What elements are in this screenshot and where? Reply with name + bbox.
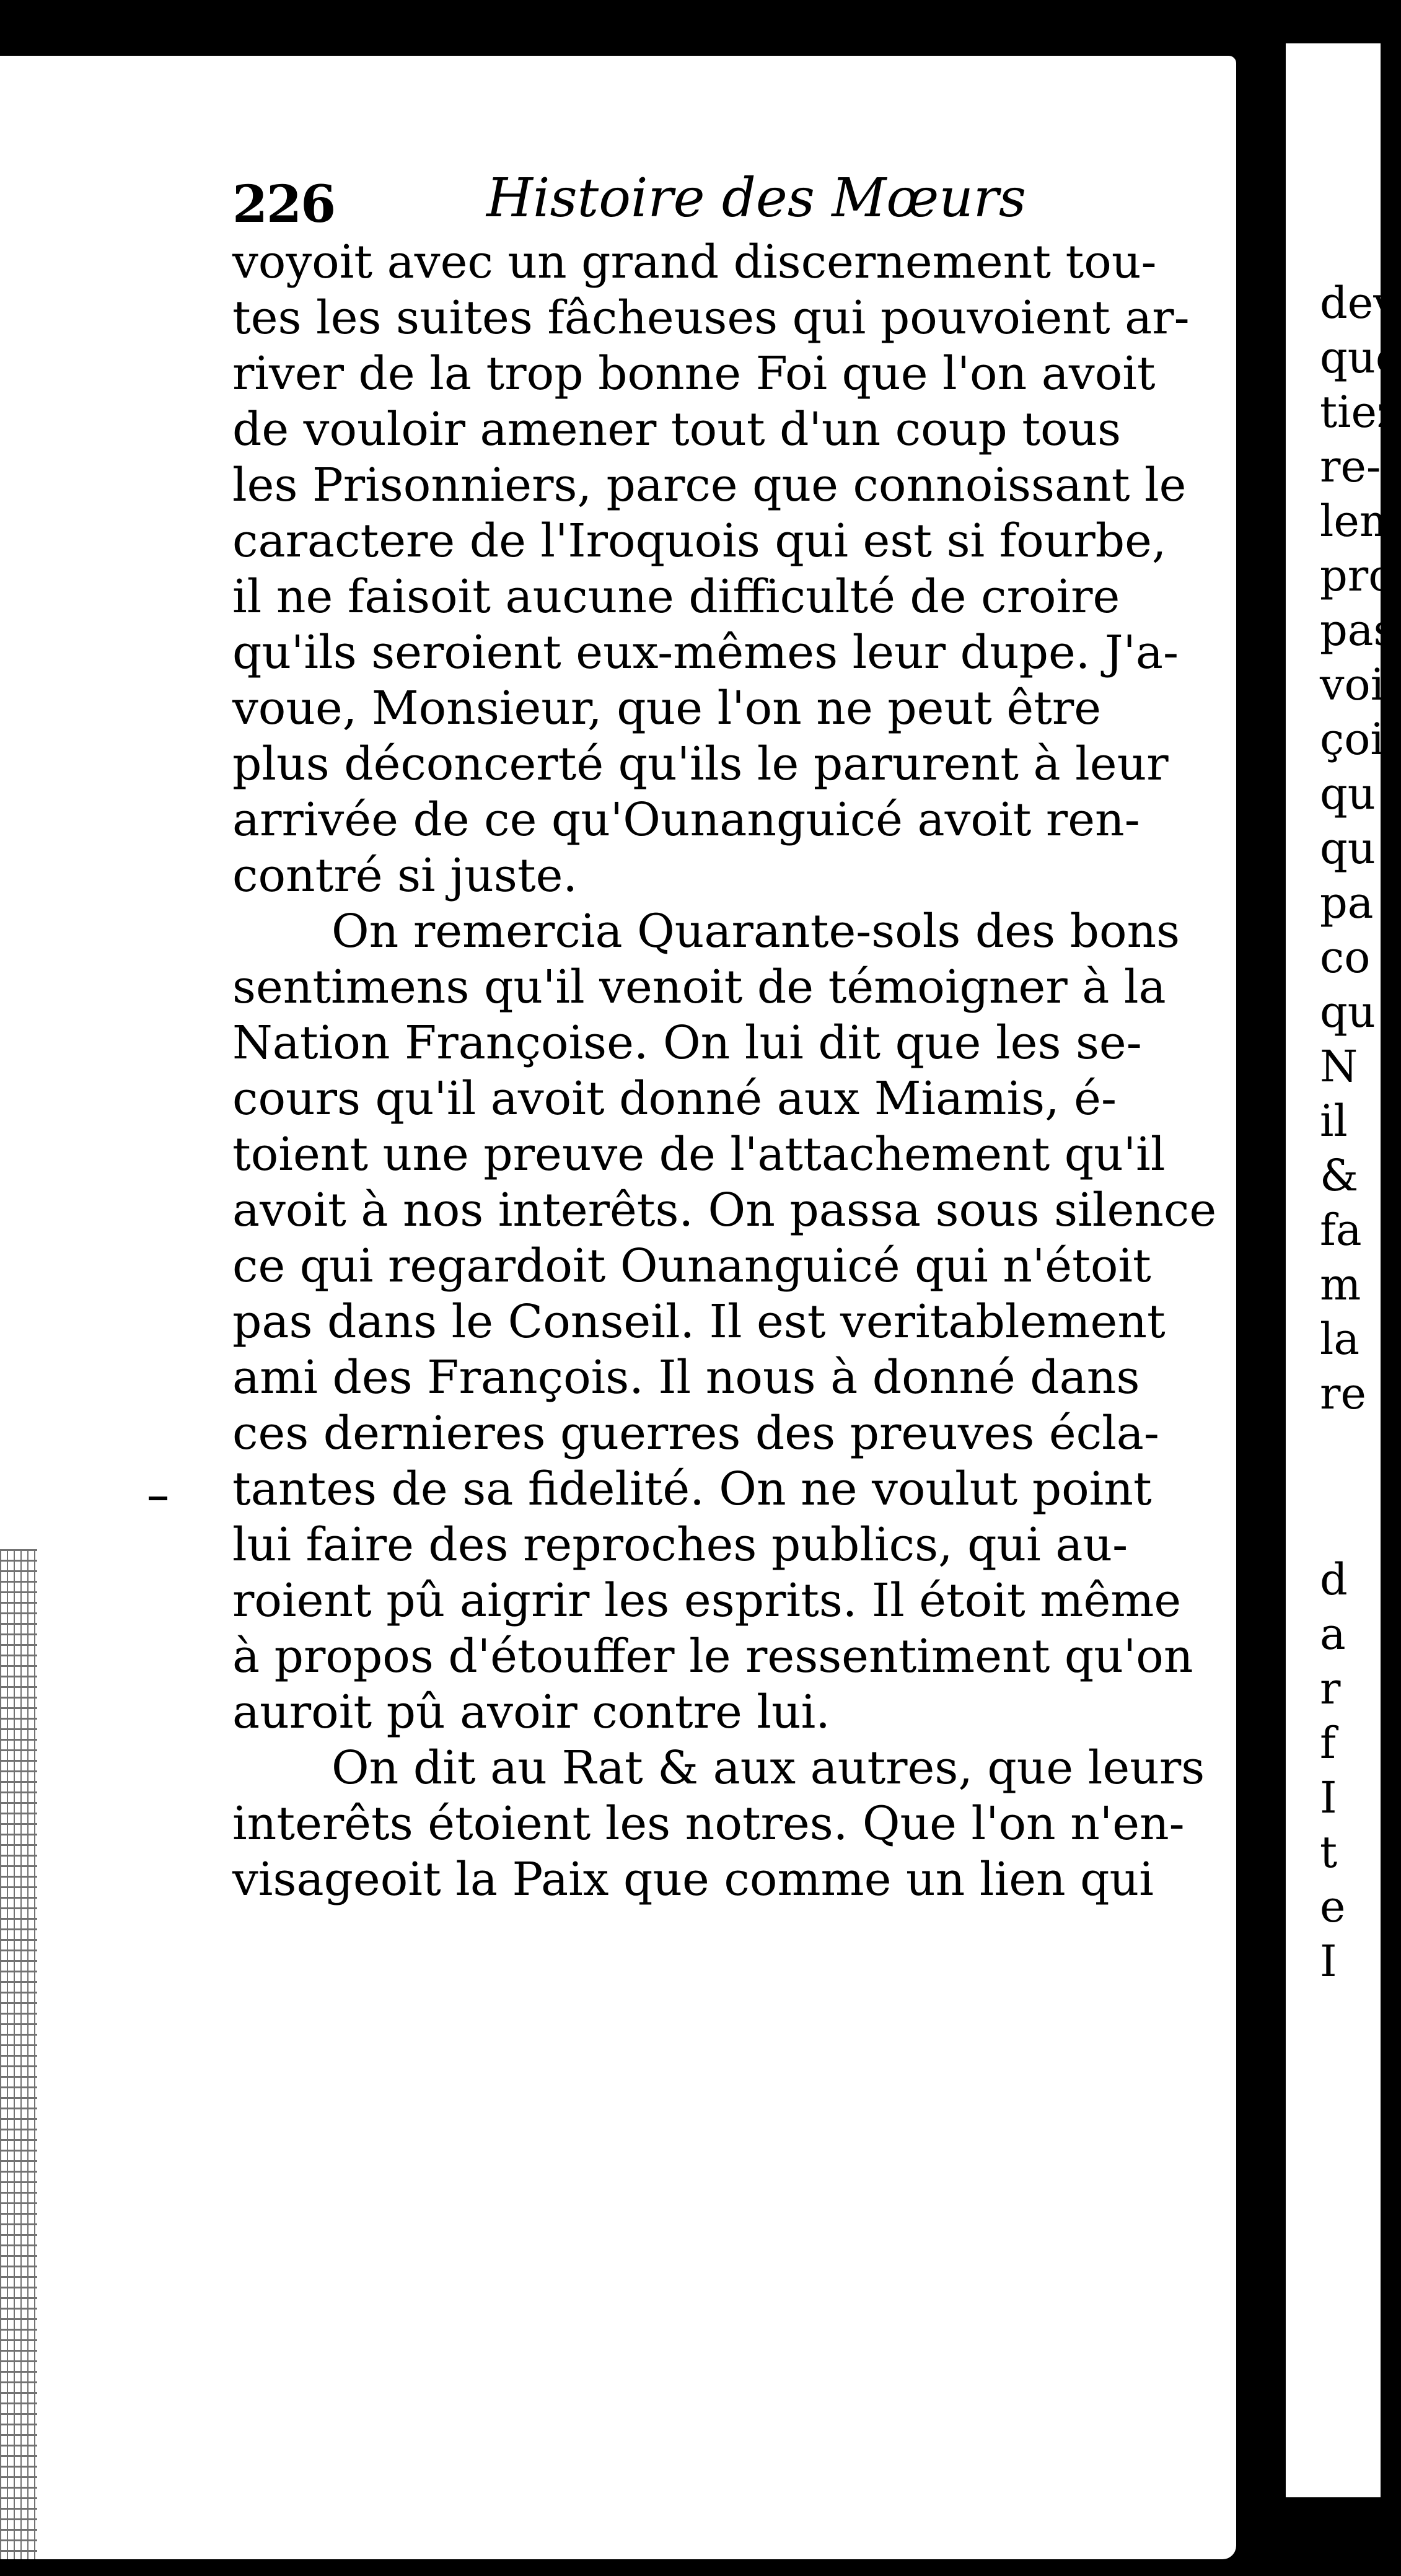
text-line: il ne faisoit aucune difficulté de croire [232,570,1120,623]
fragment: çoi [1320,714,1384,765]
text-line: contré si juste. [232,849,578,902]
text-line: à propos d'étouffer le ressentiment qu'on [232,1630,1193,1683]
fragment: fa [1320,1205,1362,1255]
text-line: ami des François. Il nous à donné dans [232,1351,1140,1404]
fragment: la [1320,1314,1360,1365]
text-line: river de la trop bonne Foi que l'on avoit [232,347,1156,400]
fragment: re [1320,1368,1366,1419]
fragment: a [1320,1609,1346,1659]
fragment: dev [1320,278,1398,328]
text-line: pas dans le Conseil. Il est veritablement [232,1295,1166,1348]
fragment: I [1320,1772,1337,1823]
text-line: avoit à nos interêts. On passa sous silence [232,1184,1217,1237]
fragment: I [1320,1936,1337,1987]
fragment: tiez [1320,387,1400,437]
fragment: & [1320,1150,1359,1201]
fragment: lem [1320,496,1401,547]
fragment: qu [1320,823,1376,874]
fragment: pa [1320,877,1374,928]
facing-page-upper-fragments [1320,276,1401,1421]
fragment: t [1320,1827,1338,1878]
fragment: m [1320,1259,1361,1310]
fragment: re- [1320,441,1381,492]
fragment: co [1320,932,1371,983]
text-line: lui faire des reproches publics, qui au- [232,1518,1128,1572]
text-line: voue, Monsieur, que l'on ne peut être [232,682,1102,735]
facing-page-edge [1286,43,1401,2497]
fragment: pro [1320,550,1395,601]
text-line: arrivée de ce qu'Ounanguicé avoit ren- [232,793,1140,846]
text-line: sentimens qu'il venoit de témoigner à la [232,961,1166,1014]
text-line: tantes de sa fidelité. On ne voulut point [232,1462,1152,1516]
running-header [232,167,1224,242]
text-line: auroit pû avoir contre lui. [232,1686,830,1739]
text-line: ces dernieres guerres des preuves écla- [232,1407,1159,1460]
margin-mark [149,1497,167,1500]
fragment: pas [1320,605,1396,656]
fragment: voi [1320,659,1385,710]
text-line: visageoit la Paix que comme un lien qui [232,1853,1154,1906]
fragment: f [1320,1718,1336,1769]
text-line: cours qu'il avoit donné aux Miamis, é- [232,1072,1117,1125]
text-line: caractere de l'Iroquois qui est si fourbe, [232,514,1167,568]
text-line: Nation Françoise. On lui dit que les se- [232,1016,1142,1070]
text-line: voyoit avec un grand discernement tou- [232,235,1157,289]
text-line: les Prisonniers, parce que connoissant le [232,459,1187,512]
fragment: N [1320,1041,1358,1092]
text-line: qu'ils seroient eux-mêmes leur dupe. J'a- [232,626,1179,679]
text-line: tes les suites fâcheuses qui pouvoient ar- [232,291,1190,345]
fragment: e [1320,1881,1346,1932]
text-line: interêts étoient les notres. Que l'on n'en- [232,1797,1185,1850]
paragraph-start-line: On dit au Rat & aux autres, que leurs [332,1741,1205,1795]
fragment: que [1320,332,1401,383]
text-line: plus déconcerté qu'ils le parurent à leur [232,737,1169,791]
body-text [232,234,1255,1907]
fragment: r [1320,1663,1341,1714]
text-line: roient pû aigrir les esprits. Il étoit même [232,1574,1182,1627]
facing-page-lower-fragments [1320,1552,1348,1989]
binding-edge [0,1549,37,2576]
text-line: toient une preuve de l'attachement qu'il [232,1128,1166,1181]
text-line: ce qui regardoit Ounanguicé qui n'étoit [232,1239,1151,1293]
fragment: il [1320,1096,1348,1146]
page-number: 226 [232,175,335,234]
fragment: qu [1320,987,1376,1037]
running-title: Histoire des Mœurs [486,167,1026,229]
text-line: de vouloir amener tout d'un coup tous [232,403,1122,456]
fragment: d [1320,1554,1348,1605]
fragment: qu [1320,768,1376,819]
paragraph-start-line: On remercia Quarante-sols des bons [332,905,1180,958]
